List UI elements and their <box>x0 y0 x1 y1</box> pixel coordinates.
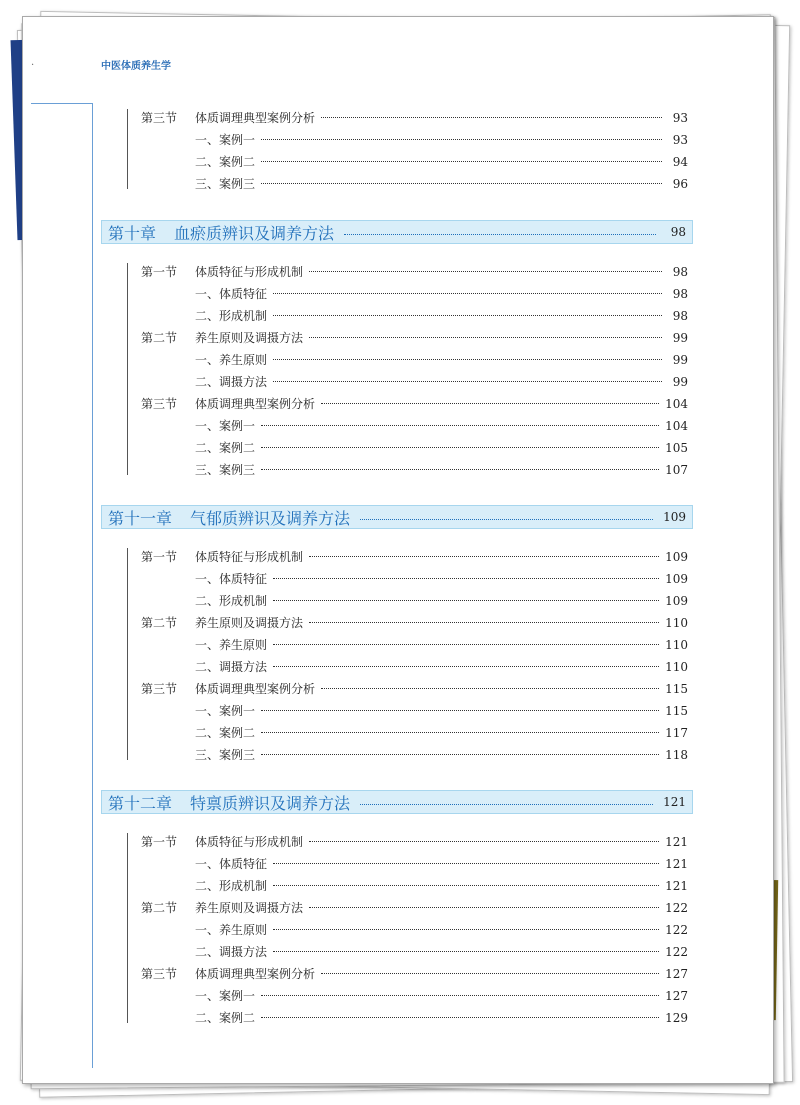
leader-dots <box>273 381 662 382</box>
toc-subsection-line[interactable] <box>195 372 688 392</box>
page-number: 93 <box>672 111 688 125</box>
leader-dots <box>273 644 659 645</box>
section-bar <box>127 263 128 475</box>
page-number: 115 <box>665 704 688 718</box>
toc-subsection-line[interactable] <box>195 986 688 1006</box>
page-number: 109 <box>665 594 688 608</box>
subsection-title: 二、案例二 <box>195 155 256 169</box>
leader-dots <box>273 600 659 601</box>
chapter-heading[interactable] <box>101 505 693 529</box>
toc-section-line[interactable] <box>141 547 688 567</box>
toc-subsection-line[interactable] <box>195 460 688 480</box>
leader-dots <box>261 425 659 426</box>
leader-dots <box>309 556 659 557</box>
leader-dots <box>261 183 662 184</box>
toc-subsection-line[interactable] <box>195 416 688 436</box>
subsection-title: 二、形成机制 <box>195 309 268 323</box>
subsection-title: 二、案例二 <box>195 1011 256 1025</box>
toc-subsection-line[interactable] <box>195 657 688 677</box>
section-number: 第一节 <box>141 550 178 564</box>
leader-dots <box>261 710 659 711</box>
page-number: 99 <box>672 353 688 367</box>
page-number: 127 <box>665 967 688 981</box>
toc-subsection-line[interactable] <box>195 350 688 370</box>
section-bar <box>127 109 128 189</box>
toc-subsection-line[interactable] <box>195 591 688 611</box>
leader-dots <box>360 804 653 805</box>
toc-section-line[interactable] <box>141 394 688 414</box>
running-header: 中医体质养生学 <box>101 61 171 72</box>
page-number: 110 <box>665 616 688 630</box>
section-title: 体质特征与形成机制 <box>195 550 304 564</box>
subsection-title: 二、调摄方法 <box>195 945 268 959</box>
subsection-title: 一、体质特征 <box>195 857 268 871</box>
section-number: 第三节 <box>141 682 178 696</box>
section-title: 体质调理典型案例分析 <box>195 967 316 981</box>
subsection-title: 二、调摄方法 <box>195 375 268 389</box>
section-number: 第一节 <box>141 835 178 849</box>
page-number: 105 <box>665 441 688 455</box>
page-number: 107 <box>665 463 688 477</box>
toc-subsection-line[interactable] <box>195 635 688 655</box>
section-title: 体质调理典型案例分析 <box>195 682 316 696</box>
toc-subsection-line[interactable] <box>195 745 688 765</box>
page-number: 117 <box>665 726 688 740</box>
chapter-heading[interactable] <box>101 220 693 244</box>
subsection-title: 一、体质特征 <box>195 287 268 301</box>
page-number: 99 <box>672 331 688 345</box>
section-number: 第三节 <box>141 967 178 981</box>
toc-section-line[interactable] <box>141 108 688 128</box>
page-number: 118 <box>665 748 688 762</box>
leader-dots <box>261 1017 659 1018</box>
leader-dots <box>273 951 659 952</box>
leader-dots <box>321 403 659 404</box>
page-number: 109 <box>665 550 688 564</box>
page-mark: . <box>31 57 35 68</box>
subsection-title: 一、案例一 <box>195 704 256 718</box>
chapter-number: 第十一章 <box>108 508 173 528</box>
page-number: 129 <box>665 1011 688 1025</box>
toc-subsection-line[interactable] <box>195 876 688 896</box>
toc-subsection-line[interactable] <box>195 284 688 304</box>
page-number: 99 <box>672 375 688 389</box>
page-number: 122 <box>665 923 688 937</box>
leader-dots <box>273 666 659 667</box>
leader-dots <box>261 469 659 470</box>
section-title: 体质调理典型案例分析 <box>195 397 316 411</box>
page-number: 121 <box>663 795 686 809</box>
chapter-number: 第十章 <box>108 223 157 243</box>
page-number: 127 <box>665 989 688 1003</box>
section-number: 第一节 <box>141 265 178 279</box>
subsection-title: 三、案例三 <box>195 748 256 762</box>
leader-dots <box>261 754 659 755</box>
toc-subsection-line[interactable] <box>195 723 688 743</box>
leader-dots <box>321 688 659 689</box>
section-title: 养生原则及调摄方法 <box>195 616 304 630</box>
subsection-title: 一、案例一 <box>195 419 256 433</box>
chapter-number: 第十二章 <box>108 793 173 813</box>
toc-subsection-line[interactable] <box>195 174 688 194</box>
leader-dots <box>273 863 659 864</box>
leader-dots <box>273 315 662 316</box>
toc-section-line[interactable] <box>141 613 688 633</box>
toc-section-line[interactable] <box>141 262 688 282</box>
section-number: 第二节 <box>141 616 178 630</box>
toc-section-line[interactable] <box>141 832 688 852</box>
page-number: 121 <box>665 835 688 849</box>
page-number: 104 <box>665 419 688 433</box>
leader-dots <box>309 271 662 272</box>
leader-dots <box>344 234 656 235</box>
toc-section-line[interactable] <box>141 898 688 918</box>
toc-subsection-line[interactable] <box>195 306 688 326</box>
toc-section-line[interactable] <box>141 328 688 348</box>
toc-page <box>22 16 774 1084</box>
toc-subsection-line[interactable] <box>195 569 688 589</box>
page-number: 104 <box>665 397 688 411</box>
section-bar <box>127 548 128 760</box>
chapter-title: 特禀质辨识及调养方法 <box>190 793 351 813</box>
chapter-title: 气郁质辨识及调养方法 <box>190 508 351 528</box>
subsection-title: 一、案例一 <box>195 989 256 1003</box>
section-title: 体质特征与形成机制 <box>195 265 304 279</box>
toc-subsection-line[interactable] <box>195 152 688 172</box>
subsection-title: 一、养生原则 <box>195 638 268 652</box>
page-number: 98 <box>672 309 688 323</box>
section-title: 体质调理典型案例分析 <box>195 111 316 125</box>
leader-dots <box>273 885 659 886</box>
section-number: 第二节 <box>141 331 178 345</box>
toc-subsection-line[interactable] <box>195 130 688 150</box>
subsection-title: 一、体质特征 <box>195 572 268 586</box>
toc-subsection-line[interactable] <box>195 701 688 721</box>
leader-dots <box>273 929 659 930</box>
leader-dots <box>309 337 662 338</box>
page-number: 109 <box>665 572 688 586</box>
toc-subsection-line[interactable] <box>195 920 688 940</box>
leader-dots <box>309 841 659 842</box>
page-number: 115 <box>665 682 688 696</box>
section-bar <box>127 833 128 1023</box>
leader-dots <box>309 622 659 623</box>
page-number: 121 <box>665 857 688 871</box>
leader-dots <box>321 117 662 118</box>
toc-subsection-line[interactable] <box>195 942 688 962</box>
leader-dots <box>360 519 653 520</box>
leader-dots <box>309 907 659 908</box>
header-rule <box>31 103 93 104</box>
leader-dots <box>273 578 659 579</box>
toc-section-line[interactable] <box>141 964 688 984</box>
page-number: 98 <box>672 265 688 279</box>
page-number: 122 <box>665 945 688 959</box>
leader-dots <box>261 139 662 140</box>
subsection-title: 二、案例二 <box>195 726 256 740</box>
subsection-title: 二、案例二 <box>195 441 256 455</box>
leader-dots <box>321 973 659 974</box>
leader-dots <box>261 161 662 162</box>
leader-dots <box>273 359 662 360</box>
leader-dots <box>261 732 659 733</box>
section-number: 第三节 <box>141 111 178 125</box>
page-number: 121 <box>665 879 688 893</box>
toc-subsection-line[interactable] <box>195 1008 688 1028</box>
leader-dots <box>273 293 662 294</box>
leader-dots <box>261 995 659 996</box>
chapter-heading[interactable] <box>101 790 693 814</box>
margin-rule <box>92 103 93 1068</box>
subsection-title: 一、养生原则 <box>195 353 268 367</box>
chapter-title: 血瘀质辨识及调养方法 <box>174 223 335 243</box>
section-title: 养生原则及调摄方法 <box>195 331 304 345</box>
subsection-title: 二、形成机制 <box>195 594 268 608</box>
page-number: 110 <box>665 660 688 674</box>
leader-dots <box>261 447 659 448</box>
subsection-title: 一、案例一 <box>195 133 256 147</box>
section-title: 体质特征与形成机制 <box>195 835 304 849</box>
page-number: 98 <box>670 225 686 239</box>
subsection-title: 三、案例三 <box>195 463 256 477</box>
toc-subsection-line[interactable] <box>195 854 688 874</box>
toc-subsection-line[interactable] <box>195 438 688 458</box>
page-number: 96 <box>672 177 688 191</box>
page-number: 110 <box>665 638 688 652</box>
section-number: 第三节 <box>141 397 178 411</box>
section-number: 第二节 <box>141 901 178 915</box>
subsection-title: 二、调摄方法 <box>195 660 268 674</box>
toc-section-line[interactable] <box>141 679 688 699</box>
subsection-title: 一、养生原则 <box>195 923 268 937</box>
page-number: 109 <box>663 510 686 524</box>
page-number: 98 <box>672 287 688 301</box>
subsection-title: 三、案例三 <box>195 177 256 191</box>
page-number: 93 <box>672 133 688 147</box>
page-number: 122 <box>665 901 688 915</box>
section-title: 养生原则及调摄方法 <box>195 901 304 915</box>
page-number: 94 <box>672 155 688 169</box>
subsection-title: 二、形成机制 <box>195 879 268 893</box>
